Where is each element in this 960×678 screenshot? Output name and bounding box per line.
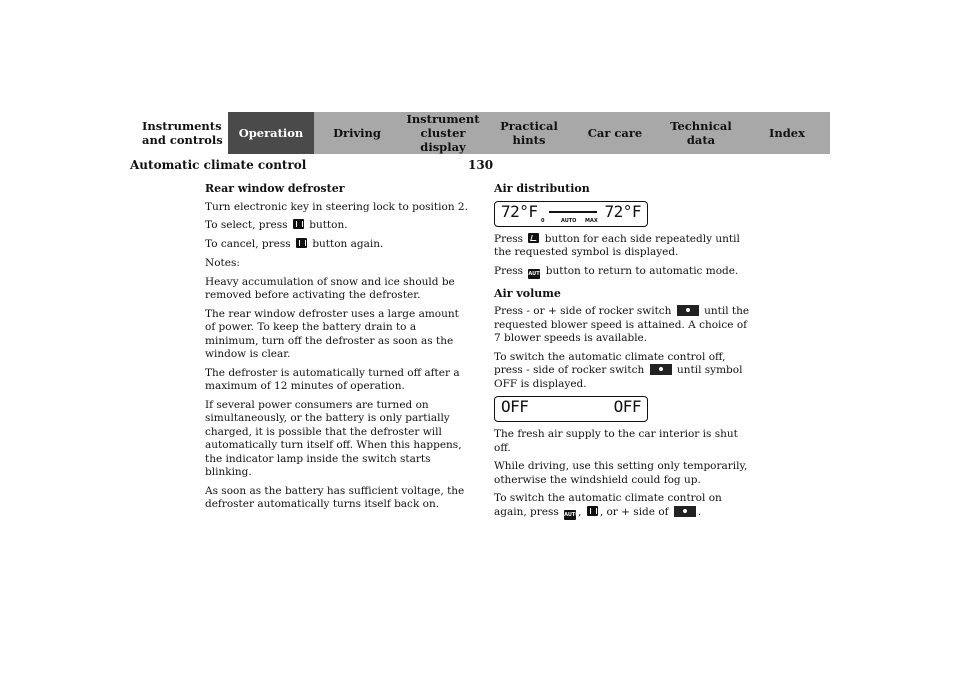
notes-heading: Notes: xyxy=(205,257,240,269)
right-off-indicator: OFF xyxy=(613,397,641,416)
tab-operation[interactable]: Operation xyxy=(228,112,314,154)
paragraph xyxy=(205,219,470,233)
rear-window-defroster-heading: Rear window defroster xyxy=(205,182,345,195)
air-distribution-button-icon xyxy=(528,233,539,243)
tab-instrument-cluster-display[interactable]: Instrument cluster display xyxy=(400,112,486,154)
rear-defroster-button-icon xyxy=(296,238,307,248)
air-distribution-heading: Air distribution xyxy=(494,182,590,195)
text: button again. xyxy=(312,237,384,250)
note: Heavy accumulation of snow and ice should be removed before activating the defroster. xyxy=(205,275,455,301)
defrost-button-icon xyxy=(587,506,598,516)
text: . xyxy=(697,505,702,518)
tab-practical-hints[interactable]: Practical hints xyxy=(486,112,572,154)
blower-scale xyxy=(541,211,607,224)
left-off-indicator: OFF xyxy=(501,397,529,416)
page-number: 130 xyxy=(468,158,494,172)
text: To cancel, press xyxy=(205,237,291,250)
rocker-switch-icon xyxy=(677,305,699,316)
text: until the requested blower speed is attained. A choice of 7 blower speeds is available. xyxy=(494,305,750,344)
air-volume-heading: Air volume xyxy=(494,286,561,300)
paragraph: The fresh air supply to the car interior is shut off. xyxy=(494,428,738,454)
note: If several power consumers are turned on simultaneously, or the battery is only partially charged, it is possible that the defroster will automatically turn itself off. When this happens, the indicator lamp inside the switch starts blinking. xyxy=(205,398,462,478)
tab-driving[interactable]: Driving xyxy=(314,112,400,154)
climate-display-off xyxy=(494,396,648,422)
paragraph xyxy=(494,233,756,260)
text: To select, press xyxy=(205,219,288,231)
climate-display-temperature xyxy=(494,201,648,227)
text: To switch the automatic climate control off, press - side of rocker switch xyxy=(494,350,726,376)
text: , or + side of xyxy=(599,505,669,518)
left-column xyxy=(205,182,470,517)
note: The defroster is automatically turned off after a maximum of 12 minutes of operation. xyxy=(205,366,460,392)
text: Press xyxy=(494,264,524,277)
note: As soon as the battery has sufficient voltage, the defroster automatically turns itself back on. xyxy=(205,484,465,510)
section-title: Automatic climate control xyxy=(130,158,307,172)
text: Press - or + side of rocker switch xyxy=(494,305,672,317)
tab-car-care[interactable]: Car care xyxy=(572,112,658,154)
text: button to return to automatic mode. xyxy=(545,264,739,277)
left-temperature: 72°F xyxy=(501,201,538,221)
rear-defroster-button-icon xyxy=(293,219,304,229)
paragraph xyxy=(494,265,756,279)
text: until symbol OFF is displayed. xyxy=(494,364,743,390)
tab-index[interactable]: Index xyxy=(744,112,830,154)
blower-auto-label: AUTO xyxy=(561,217,577,224)
paragraph: Turn electronic key in steering lock to position 2. xyxy=(205,200,468,213)
blower-max-label: MAX xyxy=(585,217,598,224)
paragraph: While driving, use this setting only temporarily, otherwise the windshield could fog up. xyxy=(494,460,748,486)
tab-technical-data[interactable]: Technical data xyxy=(658,112,744,154)
auto-button-icon xyxy=(564,510,576,520)
rocker-switch-icon xyxy=(650,364,672,375)
auto-button-icon xyxy=(528,269,540,279)
right-column xyxy=(494,182,756,525)
text: button for each side repeatedly until the requested symbol is displayed. xyxy=(494,232,740,258)
rocker-switch-icon xyxy=(674,506,696,517)
text: , xyxy=(578,505,582,518)
text: To switch the automatic climate control on again, press xyxy=(494,492,722,518)
text: button. xyxy=(309,219,348,231)
blower-bar xyxy=(549,211,597,213)
paragraph xyxy=(494,305,756,346)
tab-instruments-and-controls[interactable]: Instruments and controls xyxy=(130,112,228,154)
right-temperature: 72°F xyxy=(604,201,641,221)
paragraph xyxy=(494,492,756,520)
paragraph xyxy=(205,238,470,252)
blower-zero-label: 0 xyxy=(541,217,545,224)
text: Press xyxy=(494,232,524,245)
note: The rear window defroster uses a large amount of power. To keep the battery drain to a minimum, turn off the defroster as soon as the window is clear. xyxy=(205,307,459,360)
paragraph xyxy=(494,351,756,392)
chapter-tabs xyxy=(130,112,830,154)
